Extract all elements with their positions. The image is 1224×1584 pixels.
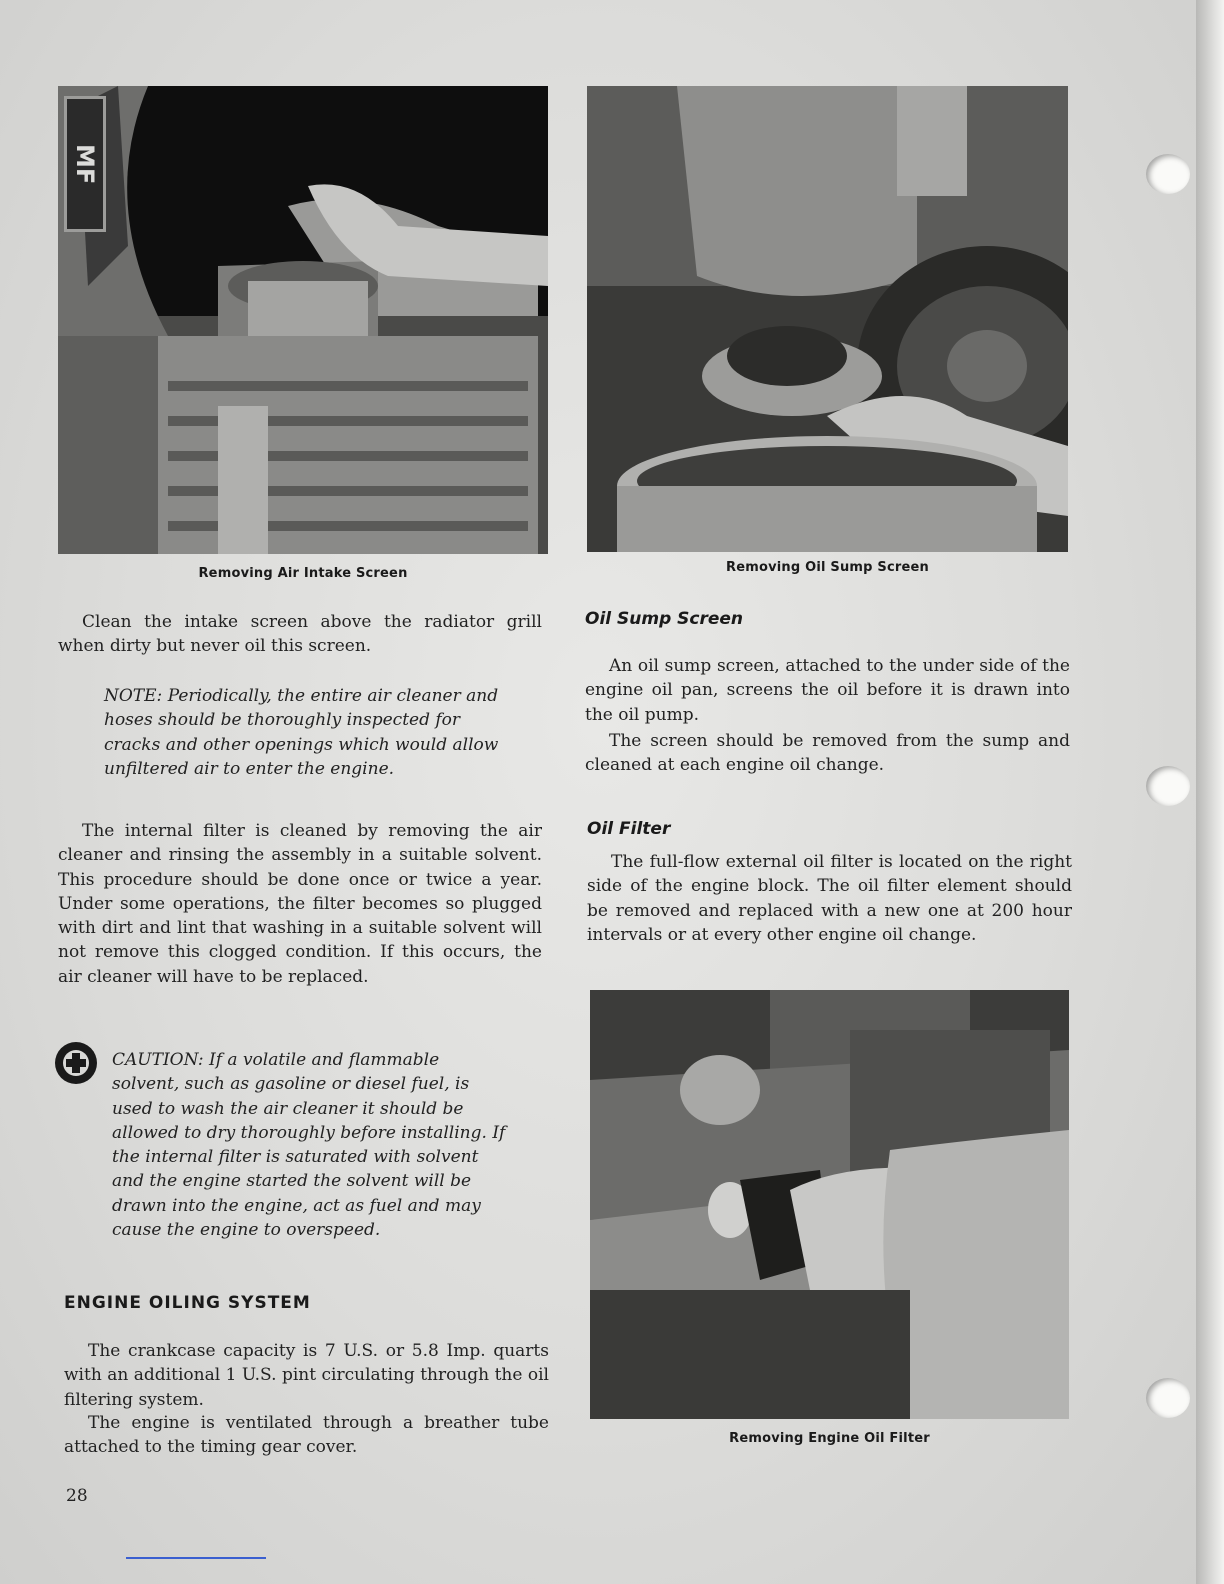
binder-hole-middle: [1146, 766, 1190, 806]
caution-paragraph: CAUTION: If a volatile and flammable solvent, such as gasoline or diesel fuel, is used to wash the air cleaner it should be allowed to dry thoroughly before installing. If the internal filter is saturated with solvent and the engine started the solvent will be drawn into the engine, act as fuel and may cause the engine to overspeed.: [112, 1050, 506, 1241]
caption-oil-filter: Removing Engine Oil Filter: [729, 1431, 930, 1446]
photo-oil-sump-screen: [587, 86, 1068, 552]
oil-sump-heading: Oil Sump Screen: [585, 609, 744, 629]
note-paragraph: NOTE: Periodically, the entire air cleaner and hoses should be thoroughly inspected for cracks and other openings which would allow unfiltered air to enter the engine.: [104, 686, 499, 779]
photo-air-intake-screen: [58, 86, 548, 554]
sump-paragraph-2: The screen should be removed from the sump and cleaned at each engine oil change.: [585, 731, 1070, 776]
oil-filter-heading: Oil Filter: [587, 819, 671, 839]
underline-mark: [126, 1557, 266, 1559]
engine-oiling-heading: ENGINE OILING SYSTEM: [64, 1293, 311, 1313]
safety-cross-icon: [54, 1041, 98, 1085]
photo-engine-oil-filter: [590, 990, 1069, 1419]
page-number: 28: [66, 1486, 88, 1506]
mf-logo: MF: [64, 96, 106, 232]
ventilation-paragraph: The engine is ventilated through a breather tube attached to the timing gear cover.: [64, 1413, 549, 1458]
intro-paragraph: Clean the intake screen above the radiator grill when dirty but never oil this screen.: [58, 612, 542, 657]
crankcase-paragraph: The crankcase capacity is 7 U.S. or 5.8 Imp. quarts with an additional 1 U.S. pint circulating through the oil filtering system.: [64, 1341, 549, 1410]
page-edge: [1196, 0, 1224, 1584]
filter-paragraph: The full-flow external oil filter is located on the right side of the engine block. The oil filter element should be removed and replaced with a new one at 200 hour intervals or at every other engine oil change.: [587, 852, 1072, 945]
internal-filter-paragraph: The internal filter is cleaned by removing the air cleaner and rinsing the assembly in a suitable solvent. This procedure should be done once or twice a year. Under some operations, the filter becomes so plugged with dirt and lint that washing in a suitable solvent will not remove this clogged condition. If this occurs, the air cleaner will have to be replaced.: [58, 821, 542, 987]
sump-paragraph-1: An oil sump screen, attached to the under side of the engine oil pan, screens the oil before it is drawn into the oil pump.: [585, 656, 1070, 725]
caption-oil-sump: Removing Oil Sump Screen: [726, 560, 929, 575]
binder-hole-bottom: [1146, 1378, 1190, 1418]
binder-hole-top: [1146, 154, 1190, 194]
caption-air-intake: Removing Air Intake Screen: [198, 566, 408, 581]
